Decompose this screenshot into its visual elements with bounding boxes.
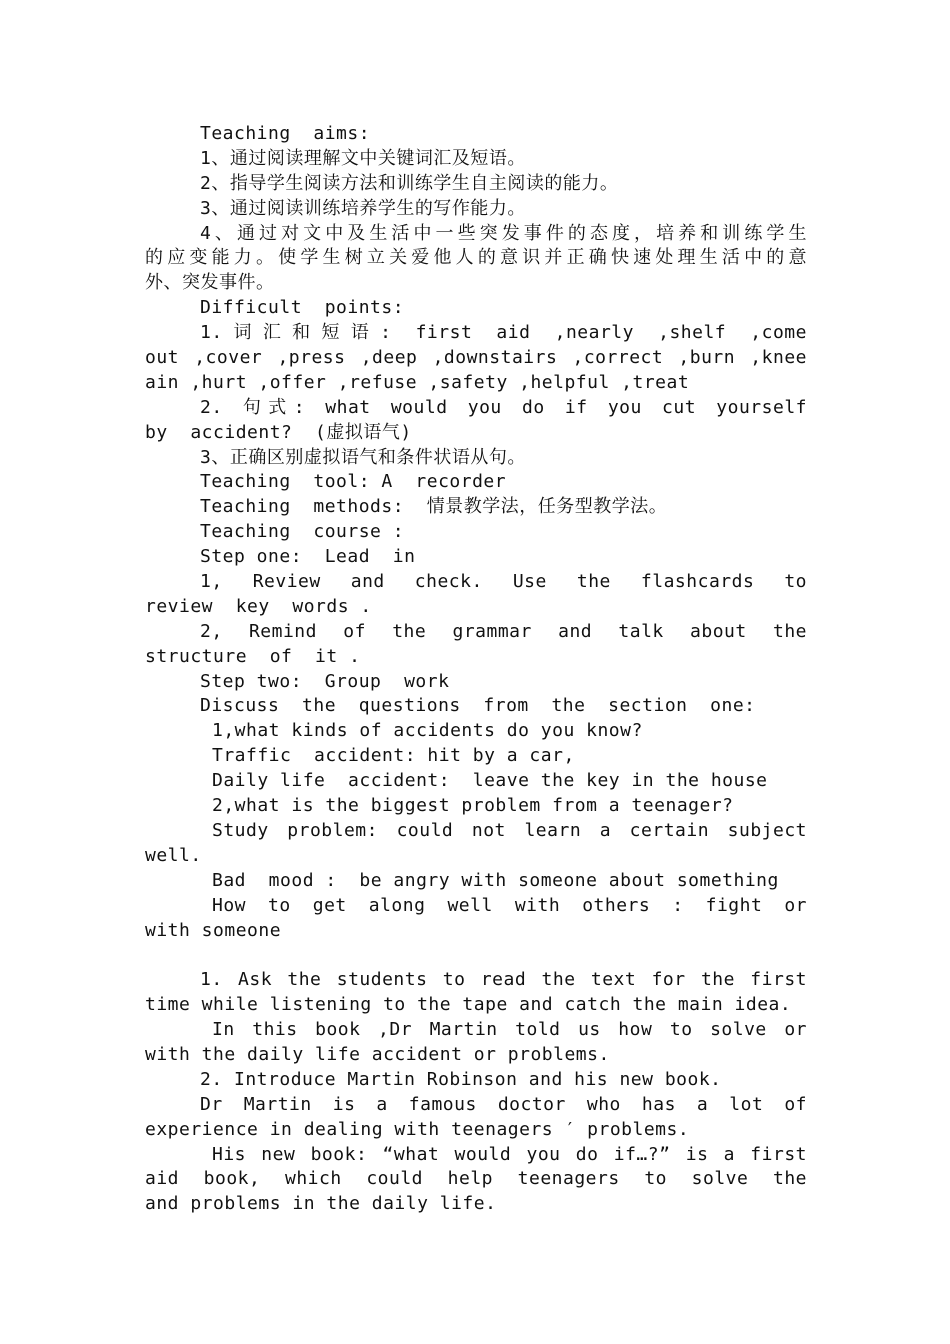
aim-4-line-3: 外、突发事件。 [145,272,275,294]
point-2-line-1: 2. 句式: what would you do if you cut yourself [200,396,807,418]
introduce-line: 2. Introduce Martin Robinson and his new book. [200,1068,722,1090]
study-problem-line-2: well. [145,844,202,866]
point-1-line-2: out ,cover ,press ,deep ,downstairs ,correct ,burn ,knee [145,347,807,369]
point-1-line-1: 1.词汇和短语: first aid ,nearly ,shelf ,come [200,322,807,344]
get-along-line-2: with someone [145,919,282,941]
this-book-line-2: with the daily life accident or problems. [145,1043,610,1065]
aim-1: 1、通过阅读理解文中关键词汇及短语。 [200,147,526,169]
blank-line [145,943,807,968]
point-1-line-3: ain ,hurt ,offer ,refuse ,safety ,helpful ,treat [145,371,690,393]
question-1: 1,what kinds of accidents do you know? [212,720,643,742]
teaching-methods: Teaching methods: 情景教学法，任务型教学法。 [200,496,668,518]
get-along-line-1: How to get along well with others : fight or [212,894,807,916]
discuss-line: Discuss the questions from the section one: [200,695,756,717]
question-2: 2,what is the biggest problem from a teenager? [212,795,734,817]
ask-students-line-2: time while listening to the tape and catch the main idea. [145,994,792,1016]
bad-mood: Bad mood : be angry with someone about something [212,869,779,891]
remind-line-2: structure of it . [145,645,361,667]
review-line-1: 1, Review and check. Use the flashcards to [200,571,807,593]
dr-martin-line-1: Dr Martin is a famous doctor who has a lot of [200,1093,807,1115]
traffic-accident: Traffic accident: hit by a car, [212,745,575,767]
new-book-line-1: His new book: “what would you do if…?” is a first [212,1143,807,1165]
heading-difficult-points: Difficult points: [200,297,405,319]
step-one-heading: Step one: Lead in [200,546,416,568]
teaching-course: Teaching course : [200,521,405,543]
step-two-heading: Step two: Group work [200,670,450,692]
aim-4-line-1: 4、通过对文中及生活中一些突发事件的态度，培养和训练学生 [200,222,807,244]
ask-students-line-1: 1. Ask the students to read the text for the first [200,969,807,991]
aim-4-line-2: 的应变能力。使学生树立关爱他人的意识并正确快速处理生活中的意 [145,247,807,269]
new-book-line-2: aid book, which could help teenagers to solve the [145,1168,807,1190]
point-3: 3、正确区别虚拟语气和条件状语从句。 [200,446,526,468]
this-book-line-1: In this book ,Dr Martin told us how to solve or [212,1019,807,1041]
teaching-tool: Teaching tool: A recorder [200,471,507,493]
aim-3: 3、通过阅读训练培养学生的写作能力。 [200,197,526,219]
point-2-line-2: by accident? (虚拟语气) [145,421,412,443]
document-body [145,122,807,1217]
remind-line-1: 2, Remind of the grammar and talk about the [200,620,807,642]
new-book-line-3: and problems in the daily life. [145,1193,497,1215]
heading-teaching-aims: Teaching aims: [200,123,371,144]
aim-2: 2、指导学生阅读方法和训练学生自主阅读的能力。 [200,172,619,194]
review-line-2: review key words . [145,595,372,617]
daily-life-accident: Daily life accident: leave the key in the house [212,770,768,792]
dr-martin-line-2: experience in dealing with teenagers ′ problems. [145,1118,690,1140]
study-problem-line-1: Study problem: could not learn a certain subject [212,819,807,841]
